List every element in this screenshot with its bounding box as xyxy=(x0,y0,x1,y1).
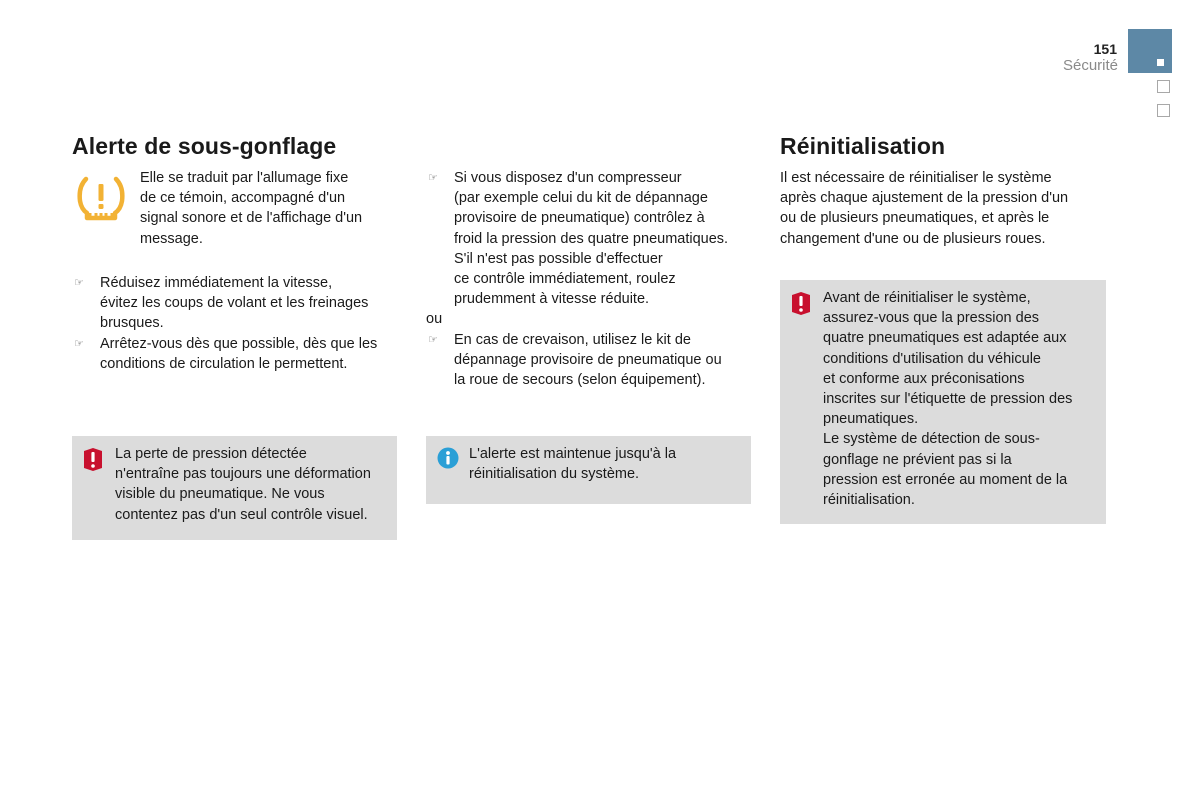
note-line: pneumatiques. xyxy=(823,411,919,428)
note-line: inscrites sur l'étiquette de pression des xyxy=(823,391,1073,408)
info-note-alert xyxy=(426,436,751,504)
note-line: quatre pneumatiques est adaptée aux xyxy=(823,330,1067,347)
bullet-hand-icon: ☞ xyxy=(428,172,438,184)
bullet-line: Réduisez immédiatement la vitesse, xyxy=(100,275,333,291)
bullet-line: conditions de circulation le permettent. xyxy=(100,355,348,372)
action-bullets xyxy=(72,273,402,374)
bullet-line: prudemment à vitesse réduite. xyxy=(454,291,650,308)
note-line: n'entraîne pas toujours une déformation xyxy=(115,466,371,483)
warning-note-reset xyxy=(780,280,1106,524)
bullet-line: dépannage provisoire de pneumatique ou xyxy=(454,351,722,368)
bullet-line: provisoire de pneumatique) contrôlez à xyxy=(454,210,705,227)
bullet-line: (par exemple celui du kit de dépannage xyxy=(454,190,708,207)
bullet-hand-icon: ☞ xyxy=(428,333,438,346)
info-icon xyxy=(437,447,459,469)
tire-pressure-warning-icon xyxy=(76,175,126,221)
bullet-line: En cas de crevaison, utilisez le kit de xyxy=(454,331,691,348)
note-line: gonflage ne prévient pas si la xyxy=(823,451,1012,468)
or-text: ou xyxy=(426,311,443,328)
section-title-reset: Réinitialisation xyxy=(780,133,946,159)
tab-box-1 xyxy=(1157,80,1170,93)
bullet-line: ce contrôle immédiatement, roulez xyxy=(454,271,676,288)
bullet-item xyxy=(426,330,756,391)
note-line: Avant de réinitialiser le système, xyxy=(823,290,1031,306)
bullet-line: la roue de secours (selon équipement). xyxy=(454,372,706,389)
note-line: réinitialisation. xyxy=(823,492,915,509)
warning-exclamation-icon xyxy=(791,292,811,315)
intro-line: ou de plusieurs pneumatiques, et après le xyxy=(780,210,1050,227)
bullet-item xyxy=(72,273,402,334)
bullet-line: évitez les coups de volant et les freinages xyxy=(100,295,369,312)
bullet-hand-icon: ☞ xyxy=(74,277,84,289)
bullet-line: Arrêtez-vous dès que possible, dès que les xyxy=(100,335,378,352)
note-line: La perte de pression détectée xyxy=(115,446,307,462)
intro-line: après chaque ajustement de la pression d'un xyxy=(780,190,1069,207)
section-name: Sécurité xyxy=(1062,57,1118,74)
warning-exclamation-icon xyxy=(83,448,103,471)
indicator-line: Elle se traduit par l'allumage fixe xyxy=(140,170,349,186)
note-line: pression est erronée au moment de la xyxy=(823,471,1068,488)
page-number: 151 xyxy=(1093,41,1117,57)
indicator-line: de ce témoin, accompagné d'un xyxy=(140,190,346,207)
bullet-line: brusques. xyxy=(100,315,164,332)
reset-intro xyxy=(780,168,1110,249)
note-line: conditions d'utilisation du véhicule xyxy=(823,350,1041,367)
bullet-line: S'il n'est pas possible d'effectuer xyxy=(454,250,663,267)
compressor-section xyxy=(426,168,756,390)
bullet-hand-icon: ☞ xyxy=(74,337,84,350)
indicator-line: signal sonore et de l'affichage d'un xyxy=(140,210,363,227)
note-line: L'alerte est maintenue jusqu'à la xyxy=(469,446,677,462)
intro-line: Il est nécessaire de réinitialiser le système xyxy=(780,170,1052,186)
bullet-line: froid la pression des quatre pneumatiques. xyxy=(454,230,729,247)
indicator-description xyxy=(140,168,400,249)
bullet-item xyxy=(426,168,756,309)
warning-note-pressure xyxy=(72,436,397,540)
section-tab-marker xyxy=(1128,29,1172,73)
bullet-item xyxy=(72,334,402,374)
note-line: visible du pneumatique. Ne vous xyxy=(115,486,325,503)
note-line: réinitialisation du système. xyxy=(469,466,640,483)
indicator-line: message. xyxy=(140,230,203,247)
section-tab-square xyxy=(1157,59,1164,66)
note-line: contentez pas d'un seul contrôle visuel. xyxy=(115,506,368,523)
note-line: et conforme aux préconisations xyxy=(823,370,1025,387)
tab-box-2 xyxy=(1157,104,1170,117)
intro-line: changement d'une ou de plusieurs roues. xyxy=(780,230,1046,247)
note-line: Le système de détection de sous- xyxy=(823,431,1040,448)
note-line: assurez-vous que la pression des xyxy=(823,310,1040,327)
section-title-alert: Alerte de sous-gonflage xyxy=(72,133,337,159)
bullet-line: Si vous disposez d'un compresseur xyxy=(454,170,682,186)
